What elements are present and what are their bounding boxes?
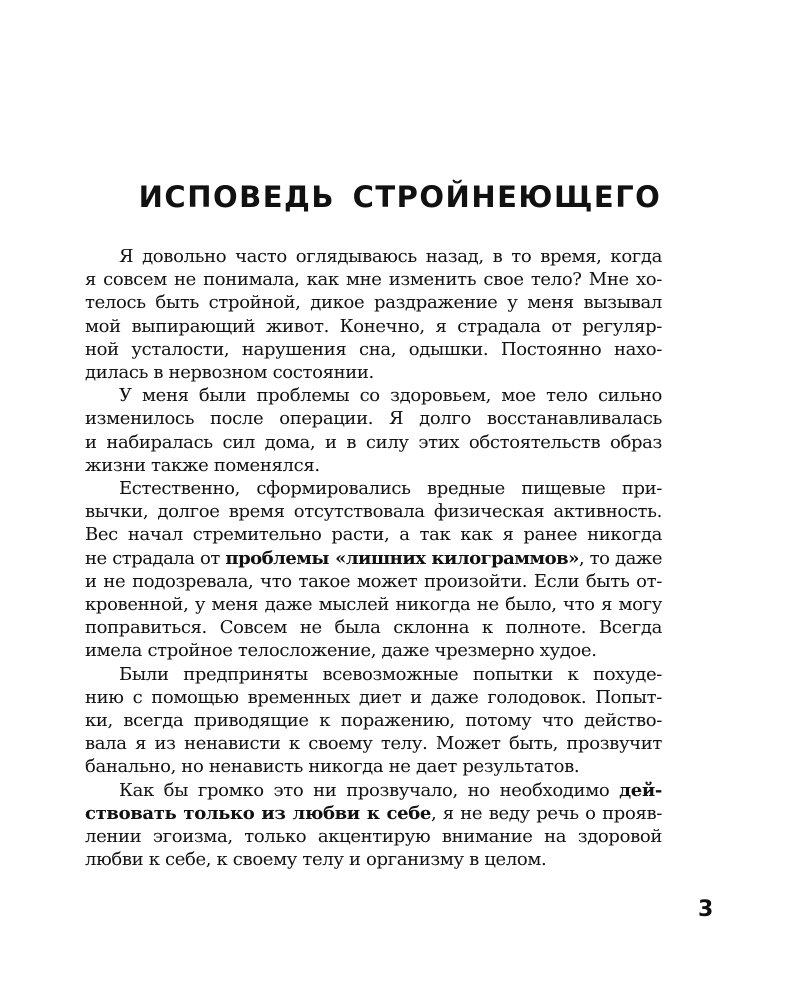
paragraph-4 [85,663,662,779]
text-line: нию с помощью временных диет и даже голодовок. Попыт- [85,686,662,708]
bold-phrase: дей- [619,779,662,801]
text-line: вала я из ненависти к своему телу. Может быть, прозвучит [85,733,662,755]
bold-phrase: ствовать только из любви к себе [85,802,431,824]
paragraph-1 [85,245,662,384]
text-line: жизни также поменялся. [85,454,320,476]
text-line: ки, всегда приводящие к поражению, потому что действо- [85,710,662,732]
text-line: ной усталости, нарушения сна, одышки. Постоянно нахо- [85,338,662,360]
text-line: мой выпирающий живот. Конечно, я страдала от регуляр- [85,315,662,337]
text-line: Вес начал стремительно расти, а так как я ранее никогда [85,524,662,546]
text-line: У меня были проблемы со здоровьем, мое тело сильно [119,385,662,407]
text-run: , я не веду речь о прояв- [430,802,662,824]
text-line: Естественно, сформировались вредные пищевые при- [119,478,662,500]
text-line [85,802,662,825]
text-line: дилась в нервозном состоянии. [85,362,374,384]
paragraph-5 [85,779,662,872]
text-line: имела стройное телосложение, даже чрезмерно худое. [85,640,597,662]
paragraph-2 [85,384,662,477]
page-number: 3 [698,897,714,922]
text-line: и не подозревала, что такое может произойти. Если быть от- [85,570,662,592]
text-line [85,547,662,570]
text-line: вычки, долгое время отсутствовала физическая активность. [85,501,662,523]
text-line: и набиралась сил дома, и в силу этих обстоятельств образ [85,431,662,453]
text-run: не страдала от [85,547,226,569]
text-line: телось быть стройной, дикое раздражение у меня вызывал [85,292,662,314]
text-line: изменилось после операции. Я долго восстанавливалась [85,408,662,430]
text-line: я совсем не понимала, как мне изменить свое тело? Мне хо- [85,269,662,291]
text-line: Были предприняты всевозможные попытки к похуде- [119,663,662,685]
text-run: , то даже [578,547,663,569]
text-line: лении эгоизма, только акцентирую внимание на здоровой [85,826,662,848]
text-line: кровенной, у меня даже мыслей никогда не было, что я могу [85,594,662,616]
bold-phrase: проблемы «лишних килограммов» [225,547,579,569]
text-line: поправиться. Совсем не была склонна к полноте. Всегда [85,617,662,639]
text-line: любви к себе, к своему телу и организму в целом. [85,849,547,871]
text-run: Как бы громко это ни прозвучало, но необходимо [119,779,620,801]
text-line: банально, но ненависть никогда не дает результатов. [85,756,580,778]
text-line [85,779,662,802]
text-line: Я довольно часто оглядываюсь назад, в то время, когда [119,246,662,267]
paragraph-3 [85,477,662,663]
chapter-title: ИСПОВЕДЬ СТРОЙНЕЮЩЕГО [138,180,662,214]
body-text [85,245,662,871]
